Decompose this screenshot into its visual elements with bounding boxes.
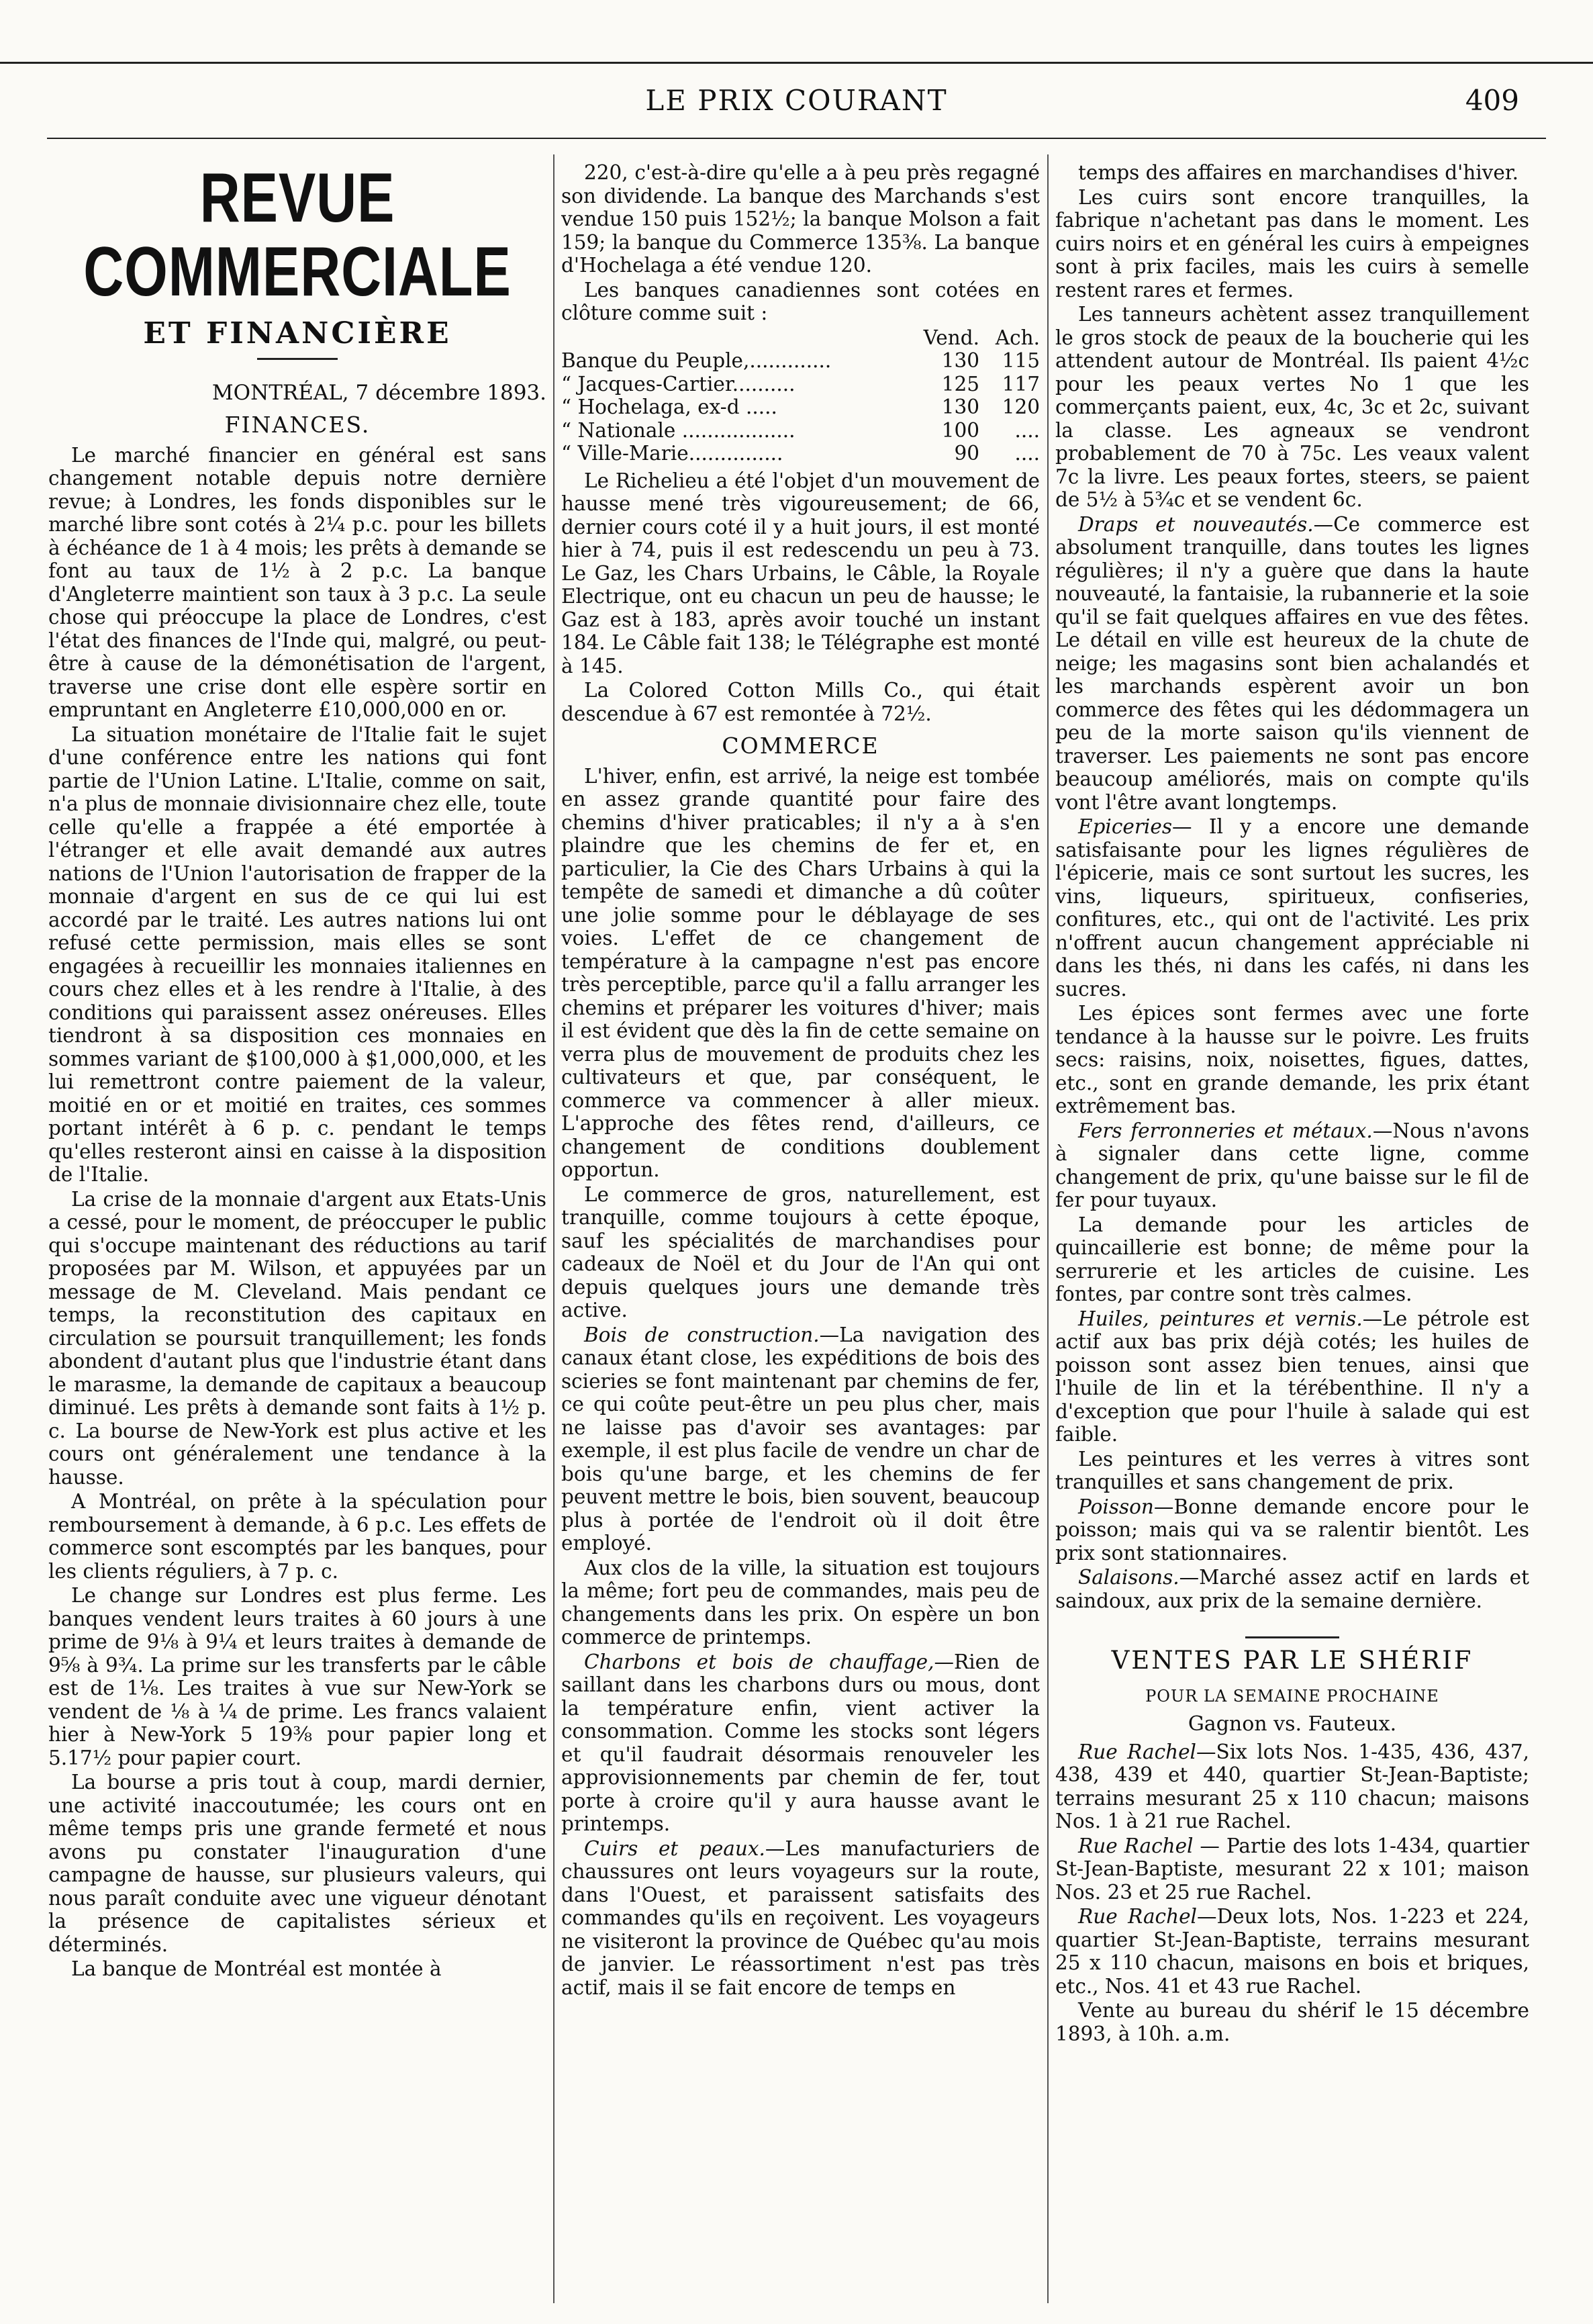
subsection-text: —La navigation des canaux étant close, les expéditions de bois des scieries se font maintenant par chemins de fer, ce qui coûte peut-être un peu plus cher, mais ne laisse pas d'avoir ses avantages: par exemple, il est plus facile de vendre un char de bois qu'une barge, et les chemins de fer peuvent mettre le bois, bien souvent, beaucoup plus à portée de l'endroit où il doit être employé. (561, 1323, 1040, 1554)
ach-value: 117 (1002, 372, 1040, 396)
ach-value: 120 (1002, 396, 1040, 418)
vend-value: 130 (941, 349, 979, 372)
column-header-ach: Ach. (995, 326, 1040, 349)
subsection-text: —Le pétrole est actif aux bas prix déjà cotés; les huiles de poisson sont assez bien tenues, ainsi que l'huile de lin et la térébenthine. Il n'y a d'exception que pour l'huile à salade qui est faible. (1055, 1307, 1529, 1446)
bank-quotes-table (561, 326, 1040, 465)
section-heading-commerce: COMMERCE (722, 733, 879, 759)
subsection-text: — Partie des lots 1-434, quartier St-Jean-Baptiste, mesurant 22 x 101; maison Nos. 23 et 25 rue Rachel. (1055, 1834, 1529, 1904)
bank-name: “ Ville-Marie............... (561, 442, 783, 465)
paragraph (1055, 1740, 1529, 1833)
subsection-text: Les épices sont fermes avec une forte tendance à la hausse sur le poivre. Les fruits secs: raisins, noix, noisettes, figues, dattes, etc., sont en grande demande, les prix étant extrêmement bas. (1055, 1002, 1529, 1117)
revue-title: REVUE COMMERCIALE (83, 161, 512, 311)
paragraph (561, 1323, 1040, 1555)
bank-name: “ Nationale .................. (561, 418, 795, 442)
section-heading-finances: FINANCES. (224, 412, 371, 438)
market-paragraphs (561, 469, 1040, 726)
ventes-title: VENTES PAR LE SHÉRIF (1111, 1646, 1474, 1675)
ach-value: 115 (1002, 349, 1040, 372)
vend-value: 130 (941, 396, 979, 418)
column-divider-1 (553, 154, 554, 2303)
subsection-text: — Il y a encore une demande satisfaisante pour les lignes régulières de l'épicerie, mais ce sont surtout les sucres, les vins, liqueurs, spiritueux, confiseries, confitures, etc., qui ont de l'activité. Les prix n'offrent aucun changement appréciable ni dans les thés, ni dans les cafés, ni dans les sucres. (1055, 815, 1529, 1001)
subsection-text: —Deux lots, Nos. 1-223 et 224, quartier St-Jean-Baptiste, terrains mesurant 25 x 110 chacun, maisons en bois et briques, etc., Nos. 41 et 43 rue Rachel. (1055, 1905, 1529, 1998)
paragraph (1055, 513, 1529, 815)
subsection-lead: Cuirs et peaux. (584, 1837, 765, 1860)
paragraph (561, 1837, 1040, 2000)
subsection-lead: Bois de construction. (584, 1323, 820, 1346)
paragraph: La crise de la monnaie d'argent aux Etats-Unis a cessé, pour le moment, de préoccuper le public qui s'occupe maintenant des réductions au tarif proposées par M. Wilson, et appuyées par un message de M. Cleveland. Mais pendant ce temps, la reconstitution des capitaux en circulation se poursuit tranquillement; les fonds abondent d'autant plus que l'industrie étant dans le marasme, la demande de capitaux a beaucoup diminué. Les prêts à demande sont faits à 1½ p. c. La bourse de New-York est plus active et les cours ont généralement une tendance à la hausse. (48, 1187, 546, 1489)
paragraph (1055, 186, 1529, 302)
table-header-row (561, 326, 1040, 350)
paragraph (1055, 1566, 1529, 1612)
commerce-subsections (561, 1323, 1040, 2000)
subsection-text: —Ce commerce est absolument tranquille, dans toutes les lignes régulières; il n'y a guère que dans la haute nouveauté, la fantaisie, la rubannerie et la soie qu'il se fait quelques affaires en vue des fêtes. Le détail en ville est heureux de la chute de neige; les magasins sont bien achalandés et les marchands espèrent avoir un bon commerce des fêtes qui les dédommagera un peu de la morte saison qu'ils viennent de traverser. Les paiements ne sont pas encore beaucoup améliorés, mais on compte qu'ils vont l'être avant longtemps. (1055, 512, 1529, 814)
subsection-text: Les tanneurs achètent assez tranquillement le gros stock de peaux de la boucherie qui les attendent autour de Montréal. Ils paient 4½c pour les peaux vertes No 1 que les commerçants paient, eux, 4c, 3c et 2c, suivant la classe. Les agneaux se vendront probablement de 70 à 75c. Les veaux valent 7c la livre. Les peaux fortes, steers, se paient de 5½ à 5¾c et se vendent 6c. (1055, 303, 1529, 511)
bank-name: “ Hochelaga, ex-d ..... (561, 396, 777, 418)
paragraph: Le marché financier en général est sans changement notable depuis notre dernière revue; à Londres, les fonds disponibles sur le marché libre sont cotés à 2¼ p.c. pour les billets à échéance de 1 à 4 mois; les prêts à demande se font au taux de 1½ à 2 p.c. La banque d'Angleterre maintient son taux à 3 p.c. La seule chose qui préoccupe la place de Londres, c'est l'état des finances de l'Inde qui, malgré, ou peut-être à cause de la démonétisation de l'argent, traverse une crise dont elle espère sortir en empruntant en Angleterre £10,000,000 en or. (48, 443, 546, 721)
subsection-lead: Draps et nouveautés. (1078, 512, 1314, 536)
paragraph (1055, 1834, 1529, 1904)
subsection-text: Les peintures et les verres à vitres sont tranquilles et sans changement de prix. (1055, 1447, 1529, 1493)
column-header-vend: Vend. (923, 326, 979, 349)
paragraph: L'hiver, enfin, est arrivé, la neige est tombée en assez grande quantité pour faire des chemins d'hiver praticables; il n'y a à s'en plaindre que les chemins de fer et, en particulier, la Cie des Chars Urbains à qui la tempête de samedi et dimanche a dû coûter une jolie somme pour le déblayage de ses voies. L'effet de ce changement de température à la campagne n'est pas encore très perceptible, parce qu'il a fallu arranger les chemins et préparer les voitures d'hiver; mais il est évident que dès la fin de cette semaine on verra plus de mouvement de produits chez les cultivateurs et que, par conséquent, le commerce va commencer à aller mieux. L'approche des fêtes rend, d'ailleurs, ce changement de conditions doublement opportun. (561, 764, 1040, 1181)
subsection-text: —Bonne demande encore pour le poisson; mais qui va se ralentir bientôt. Les prix sont stationnaires. (1055, 1495, 1529, 1565)
column-1 (48, 161, 546, 2296)
ach-value: .... (1014, 418, 1040, 442)
table-row (561, 349, 1040, 373)
subsection-lead: Poisson (1078, 1495, 1154, 1518)
paragraph (561, 1556, 1040, 1649)
subsection-text: —Les manufacturiers de chaussures ont leurs voyageurs sur la route, dans l'Ouest, et paraissent satisfaits des commandes qu'ils en reçoivent. Les voyageurs ne visiteront la province de Québec qu'au mois de janvier. Le réassortiment n'est pas très actif, mais il se fait encore de temps en (561, 1837, 1040, 1999)
ventes-divider (1245, 1636, 1339, 1638)
subsection-lead: Fers ferronneries et métaux. (1078, 1119, 1373, 1142)
subsection-text: —Rien de saillant dans les charbons durs ou mous, dont la température enfin, vient activer la consommation. Comme les stocks sont légers et qu'il faudrait désormais renouveler les approvisionnements par chemin de fer, tout porte à croire qu'il y aura hausse avant le printemps. (561, 1650, 1040, 1835)
subsection-text: —Marché assez actif en lards et saindoux, aux prix de la semaine dernière. (1055, 1566, 1529, 1612)
page-header-title: LE PRIX COURANT (645, 84, 948, 117)
vend-value: 90 (954, 442, 979, 465)
vend-value: 125 (941, 372, 979, 396)
dateline: MONTRÉAL, 7 décembre 1893. (211, 380, 546, 405)
ventes-subtitle: POUR LA SEMAINE PROCHAINE (1145, 1686, 1439, 1706)
commerce-paragraphs (561, 765, 1040, 1322)
paragraph: La bourse a pris tout à coup, mardi dernier, une activité inaccoutumée; les cours ont en même temps pris une grande fermeté et nous avons pu constater l'inauguration d'une campagne de hausse, sur plusieurs valeurs, qui nous paraît conduite avec une vigueur dénotant la présence de capitalistes sérieux et déterminés. (48, 1771, 546, 1956)
paragraph (1055, 1905, 1529, 1998)
header-rule (47, 138, 1546, 139)
top-rule (0, 62, 1593, 64)
subsection-lead: Rue Rachel (1078, 1905, 1197, 1928)
bank-name: Banque du Peuple,............. (561, 349, 832, 372)
subsection-lead: Salaisons. (1078, 1566, 1179, 1589)
subsection-lead: Charbons et bois de chauffage, (584, 1650, 934, 1673)
paragraph (1055, 303, 1529, 512)
paragraph (1055, 1495, 1529, 1565)
subsection-lead: Rue Rachel (1078, 1834, 1194, 1857)
title-divider (257, 358, 338, 360)
paragraph (1055, 161, 1529, 185)
paragraph: Le change sur Londres est plus ferme. Les banques vendent leurs traites à 60 jours à une prime de 9⅛ à 9¼ et leurs traites à demande de 9⅝ à 9¾. La prime sur les transferts par le câble est de 1⅛. Les traites à vue sur New-York se vendent de ⅛ à ¼ de prime. Les francs valaient hier à New-York 5 19⅜ pour papier long et 5.17½ pour papier court. (48, 1584, 546, 1769)
paragraph: Les banques canadiennes sont cotées en clôture comme suit : (561, 278, 1040, 324)
bank-name: “ Jacques-Cartier.......... (561, 372, 795, 396)
table-row (561, 442, 1040, 465)
subsection-text: Aux clos de la ville, la situation est toujours la même; fort peu de commandes, mais peu de changements dans les prix. On espère un bon commerce de printemps. (561, 1556, 1040, 1648)
paragraph (1055, 1213, 1529, 1306)
subsection-text: temps des affaires en marchandises d'hiver. (1078, 161, 1519, 184)
paragraph: La situation monétaire de l'Italie fait le sujet d'une conférence entre les nations qui font partie de l'Union Latine. L'Italie, comme on sait, n'a plus de monnaie divisionnaire chez elle, toute celle qu'elle a frappée a été emportée à l'étranger et elle avait demandé aux autres nations de l'Union l'autorisation de frapper de la monnaie d'argent en sus de ce qui lui est accordé par le traité. Les autres nations lui ont refusé cette permission, mais elles se sont engagées à recueillir les monnaies italiennes en cours chez elles et à les rendre à l'Italie, à des conditions qui paraissent assez onéreuses. Elles tiendront à sa disposition ces monnaies en sommes variant de $100,000 à $1,000,000, et les lui remettront contre paiement de la valeur, moitié en or et moitié en traites, ces sommes portant intérêt à 6 p. c. pendant le temps qu'elles resteront ainsi en caisse à la disposition de l'Italie. (48, 723, 546, 1186)
commerce-paragraphs-continued (1055, 161, 1529, 1612)
subsection-text: Vente au bureau du shérif le 15 décembre 1893, à 10h. a.m. (1055, 1999, 1529, 2045)
vend-value: 100 (941, 418, 979, 442)
subsection-lead: Rue Rachel (1078, 1740, 1196, 1763)
paragraph (1055, 1448, 1529, 1494)
table-row (561, 396, 1040, 419)
table-row (561, 373, 1040, 396)
page-number: 409 (1465, 84, 1519, 117)
finances-paragraphs (48, 444, 546, 1981)
subsection-text: La demande pour les articles de quincaillerie est bonne; de même pour la serrurerie et les articles de cuisine. Les fontes, par contre sont très calmes. (1055, 1213, 1529, 1305)
paragraph: Le commerce de gros, naturellement, est tranquille, comme toujours à cette époque, sauf les spécialités de marchandises pour cadeaux de Noël et du Jour de l'An qui ont depuis quelques jours une demande très active. (561, 1182, 1040, 1321)
subsection-lead: Epiceries (1078, 815, 1172, 838)
paragraph (1055, 1119, 1529, 1212)
subsection-lead: Huiles, peintures et vernis. (1078, 1307, 1363, 1330)
paragraph (1055, 815, 1529, 1001)
paragraph: 220, c'est-à-dire qu'elle a à peu près regagné son dividende. La banque des Marchands s'est vendue 150 puis 152½; la banque Molson a fait 159; la banque du Commerce 135⅜. La banque d'Hochelaga a été vendue 120. (561, 161, 1040, 277)
ach-value: .... (1014, 442, 1040, 465)
column-divider-2 (1047, 154, 1049, 2303)
paragraph (1055, 1999, 1529, 2045)
paragraph: La Colored Cotton Mills Co., qui était descendue à 67 est remontée à 72½. (561, 679, 1040, 725)
paragraph: La banque de Montréal est montée à (71, 1957, 442, 1980)
subsection-text: —Nous n'avons à signaler dans cette ligne, comme changement de prix, qu'une baisse sur le fil de fer pour tuyaux. (1055, 1119, 1529, 1211)
subsection-text: Les cuirs sont encore tranquilles, la fabrique n'achetant pas dans le moment. Les cuirs noirs et en général les cuirs à empeignes sont à prix faciles, mais les cuirs à semelle restent rares et fermes. (1055, 185, 1529, 301)
ventes-entries (1055, 1740, 1529, 2046)
paragraph: Le Richelieu a été l'objet d'un mouvement de hausse mené très vigoureusement; de 66, dernier cours coté il y a huit jours, il est monté hier à 74, puis il est redescendu un peu à 73. Le Gaz, les Chars Urbains, le Câble, la Royale Electrique, ont eu chacun un peu de hausse; le Gaz est à 183, après avoir touché un instant 184. Le Câble fait 138; le Télégraphe est monté à 145. (561, 469, 1040, 678)
paragraph (1055, 1307, 1529, 1446)
column-2 (561, 161, 1040, 2296)
paragraph: A Montréal, on prête à la spéculation pour remboursement à demande, à 6 p.c. Les effets de commerce sont escomptés par les banques, pour les clients réguliers, à 7 p. c. (48, 1490, 546, 1583)
case-title: Gagnon vs. Fauteux. (1188, 1712, 1397, 1736)
subsection-text: —Six lots Nos. 1-435, 436, 437, 438, 439 et 440, quartier St-Jean-Baptiste; terrains mesurant 25 x 110 chacun; maisons Nos. 1 à 21 rue Rachel. (1055, 1740, 1529, 1832)
column-3 (1055, 161, 1529, 2296)
table-row (561, 419, 1040, 443)
paragraph (1055, 1002, 1529, 1118)
paragraph (561, 1651, 1040, 1836)
revue-subtitle: ET FINANCIÈRE (143, 316, 452, 351)
